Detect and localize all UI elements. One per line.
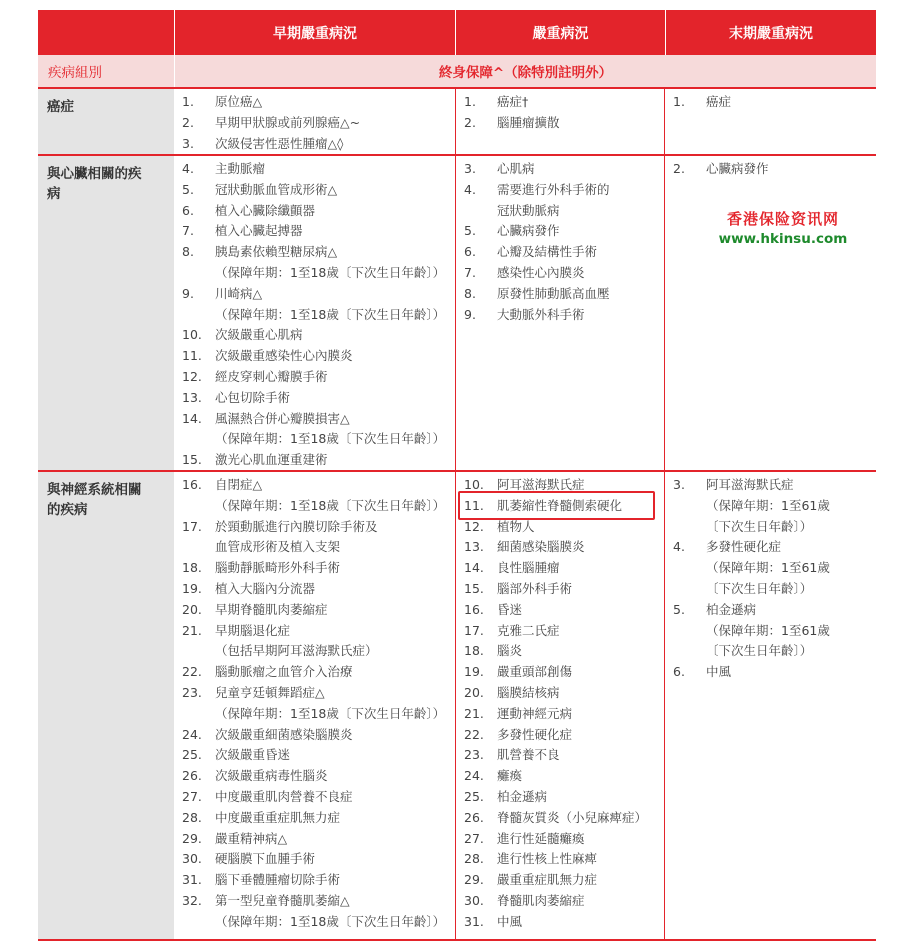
section-name: 與心臟相關的疾病	[38, 156, 174, 470]
list-item	[182, 159, 455, 180]
list-item	[182, 92, 455, 113]
item-text: 植入心臟起搏器	[215, 223, 303, 239]
item-text: 腦下垂體腫瘤切除手術	[215, 872, 341, 888]
item-text: 早期腦退化症	[215, 622, 291, 638]
list-item	[464, 113, 664, 134]
item-text: 心臟病發作	[706, 161, 769, 176]
watermark	[713, 208, 853, 247]
list-item	[182, 808, 455, 829]
item-text: 肌萎縮性脊髓側索硬化	[497, 497, 623, 513]
item-number: 5.	[182, 181, 194, 197]
item-text: 大動脈外科手術	[497, 306, 585, 322]
item-number: 15.	[464, 580, 484, 596]
list-item	[464, 766, 664, 787]
item-text: 風濕熱合併心瓣膜損害△	[215, 410, 350, 426]
list-item	[182, 367, 455, 388]
item-text: 兒童亨廷頓舞蹈症△	[215, 684, 325, 700]
item-number: 24.	[182, 726, 202, 742]
item-text: 中風	[706, 664, 732, 680]
item-number: 6.	[464, 244, 476, 260]
item-text: 自閉症△	[215, 477, 263, 492]
item-text: 次級嚴重心肌病	[215, 327, 303, 343]
item-number: 22.	[182, 664, 202, 680]
item-number: 7.	[464, 264, 476, 280]
item-text: 硬腦膜下血腫手術	[215, 851, 316, 867]
list-item	[464, 537, 664, 558]
section-1	[38, 87, 876, 154]
item-number: 14.	[182, 410, 202, 426]
list-item	[464, 683, 664, 704]
item-number: 6.	[673, 664, 685, 680]
item-text: 主動脈瘤	[215, 161, 266, 176]
item-number: 30.	[464, 892, 484, 908]
item-text: 多發性硬化症	[497, 726, 573, 742]
list-item	[673, 600, 876, 621]
severe-illness-list	[455, 89, 665, 154]
item-number: 10.	[182, 327, 202, 343]
item-number: 2.	[464, 114, 476, 130]
item-note: 〔下次生日年齡〕）	[706, 518, 813, 534]
item-number: 1.	[182, 94, 194, 109]
item-number: 12.	[182, 368, 202, 384]
list-item	[464, 849, 664, 870]
list-item	[673, 159, 876, 180]
list-item	[464, 621, 664, 642]
item-number: 4.	[464, 181, 476, 197]
item-number: 18.	[182, 560, 202, 576]
item-text: 胰島素依賴型糖尿病△	[215, 244, 338, 260]
list-item	[464, 305, 664, 326]
list-item	[182, 388, 455, 409]
item-text: 癌症†	[497, 94, 529, 109]
item-number: 6.	[182, 202, 194, 218]
bottom-rule	[38, 939, 876, 941]
item-text: 原位癌△	[215, 94, 263, 109]
section-3	[38, 470, 876, 939]
list-item	[464, 558, 664, 579]
item-text: 中度嚴重重症肌無力症	[215, 809, 341, 825]
item-number: 14.	[464, 560, 484, 576]
terminal-illness-list	[665, 89, 876, 154]
list-item	[464, 221, 664, 242]
item-text: 心瓣及結構性手術	[497, 244, 598, 260]
item-text: 次級嚴重病毒性腦炎	[215, 768, 328, 784]
item-number: 2.	[673, 161, 685, 176]
item-number: 12.	[464, 518, 484, 534]
item-text: 早期脊髓肌肉萎縮症	[215, 601, 328, 617]
item-text: 脊髓灰質炎（小兒麻痺症）	[497, 809, 648, 825]
severe-illness-list	[455, 156, 665, 470]
item-number: 15.	[182, 452, 202, 468]
item-number: 9.	[464, 306, 476, 322]
item-text: 植入心臟除纖顫器	[215, 202, 316, 218]
item-text: 脊髓肌肉萎縮症	[497, 892, 585, 908]
item-number: 29.	[464, 872, 484, 888]
header-blank-cell	[38, 10, 174, 55]
item-text: 川崎病△	[215, 285, 263, 301]
item-text: 多發性硬化症	[706, 539, 782, 555]
item-number: 13.	[182, 389, 202, 405]
item-number: 28.	[182, 809, 202, 825]
terminal-illness-list	[665, 472, 876, 939]
item-text: 心臟病發作	[497, 223, 560, 239]
item-number: 20.	[464, 684, 484, 700]
item-number: 26.	[464, 809, 484, 825]
item-text: 嚴重頭部創傷	[497, 664, 573, 680]
highlight-box	[458, 491, 655, 520]
list-item	[182, 325, 455, 346]
item-text: 腦動靜脈畸形外科手術	[215, 560, 341, 576]
list-item	[673, 662, 876, 683]
item-note: （包括早期阿耳滋海默氏症）	[215, 643, 378, 659]
item-number: 13.	[464, 539, 484, 555]
item-number: 7.	[182, 223, 194, 239]
item-text: 於頸動脈進行內膜切除手術及	[215, 518, 378, 534]
item-number: 25.	[464, 788, 484, 804]
item-note: 〔下次生日年齡〕）	[706, 643, 813, 659]
list-item	[464, 870, 664, 891]
list-item	[464, 745, 664, 766]
item-number: 10.	[464, 477, 484, 492]
item-text: 次級嚴重細菌感染腦膜炎	[215, 726, 353, 742]
item-note: 冠狀動脈病	[497, 202, 560, 218]
item-text: 心肌病	[497, 161, 535, 176]
item-text: 第一型兒童脊髓肌萎縮△	[215, 892, 350, 908]
item-note: （保障年期：1至61歲	[706, 497, 830, 513]
item-number: 17.	[182, 518, 202, 534]
item-text: 嚴重精神病△	[215, 830, 288, 846]
list-item	[673, 92, 876, 113]
list-item	[464, 92, 664, 113]
item-text: 次級嚴重感染性心內膜炎	[215, 348, 353, 364]
item-text: 細菌感染腦膜炎	[497, 539, 585, 555]
item-text: 癌症	[706, 94, 732, 109]
item-number: 3.	[182, 135, 194, 151]
item-text: 需要進行外科手術的	[497, 181, 610, 197]
item-number: 32.	[182, 892, 202, 908]
critical-illness-table	[38, 10, 876, 941]
list-item	[464, 579, 664, 600]
list-item	[182, 579, 455, 600]
item-text: 腦腫瘤擴散	[497, 114, 560, 130]
item-text: 腦動脈瘤之血管介入治療	[215, 664, 353, 680]
list-item	[182, 870, 455, 891]
item-number: 5.	[464, 223, 476, 239]
item-number: 31.	[182, 872, 202, 888]
item-text: 克雅二氏症	[497, 622, 560, 638]
list-item	[182, 600, 455, 621]
header-early: 早期嚴重病況	[174, 10, 455, 55]
item-number: 1.	[673, 94, 685, 109]
item-note: （保障年期：1至18歲〔下次生日年齡〕）	[215, 705, 446, 721]
item-number: 31.	[464, 913, 484, 929]
list-item	[464, 180, 664, 201]
item-text: 柏金遜病	[706, 601, 757, 617]
list-item	[182, 662, 455, 683]
coverage-note: 終身保障^（除特別註明外）	[174, 55, 876, 87]
list-item	[182, 787, 455, 808]
item-text: 良性腦腫瘤	[497, 560, 560, 576]
list-item	[182, 113, 455, 134]
list-item	[464, 808, 664, 829]
category-label: 疾病組別	[38, 55, 174, 87]
item-text: 中風	[497, 913, 523, 929]
item-number: 16.	[182, 477, 202, 492]
item-number: 16.	[464, 601, 484, 617]
section-name: 與神經系統相關的疾病	[38, 472, 174, 939]
item-text: 冠狀動脈血管成形術△	[215, 181, 338, 197]
list-item	[182, 745, 455, 766]
item-text: 進行性核上性麻痺	[497, 851, 598, 867]
item-number: 11.	[182, 348, 202, 364]
item-note: 〔下次生日年齡〕）	[706, 580, 813, 596]
list-item	[182, 284, 455, 305]
item-text: 運動神經元病	[497, 705, 573, 721]
item-number: 18.	[464, 643, 484, 659]
item-text: 阿耳滋海默氏症	[497, 477, 585, 492]
list-item	[464, 725, 664, 746]
list-item	[182, 180, 455, 201]
item-number: 23.	[464, 747, 484, 763]
item-note: （保障年期：1至18歲〔下次生日年齡〕）	[215, 431, 446, 447]
item-note: 血管成形術及植入支架	[215, 539, 341, 555]
item-note: （保障年期：1至18歲〔下次生日年齡〕）	[215, 497, 446, 513]
item-text: 柏金遜病	[497, 788, 548, 804]
item-text: 阿耳滋海默氏症	[706, 477, 794, 492]
early-illness-list	[174, 156, 455, 470]
section-name: 癌症	[38, 89, 174, 154]
list-item	[182, 475, 455, 496]
item-number: 17.	[464, 622, 484, 638]
category-row	[38, 55, 876, 87]
item-number: 8.	[464, 285, 476, 301]
item-text: 次級嚴重昏迷	[215, 747, 291, 763]
list-item	[464, 662, 664, 683]
item-text: 腦炎	[497, 643, 523, 659]
item-text: 中度嚴重肌肉營養不良症	[215, 788, 353, 804]
list-item	[182, 683, 455, 704]
list-item	[182, 558, 455, 579]
list-item	[182, 725, 455, 746]
list-item	[464, 263, 664, 284]
item-number: 19.	[464, 664, 484, 680]
list-item	[464, 600, 664, 621]
watermark-title: 香港保险资讯网	[726, 210, 839, 228]
item-number: 22.	[464, 726, 484, 742]
item-number: 3.	[673, 477, 685, 492]
item-number: 5.	[673, 601, 685, 617]
list-item	[182, 134, 455, 155]
item-number: 11.	[464, 497, 484, 513]
list-item	[182, 517, 455, 538]
item-number: 26.	[182, 768, 202, 784]
list-item	[182, 409, 455, 430]
item-text: 嚴重重症肌無力症	[497, 872, 598, 888]
early-illness-list	[174, 472, 455, 939]
list-item	[182, 891, 455, 912]
item-number: 21.	[464, 705, 484, 721]
item-number: 1.	[464, 94, 476, 109]
item-text: 早期甲狀腺或前列腺癌△~	[215, 114, 361, 130]
item-note: （保障年期：1至61歲	[706, 560, 830, 576]
item-number: 28.	[464, 851, 484, 867]
item-number: 19.	[182, 580, 202, 596]
list-item	[182, 849, 455, 870]
item-number: 20.	[182, 601, 202, 617]
item-text: 激光心肌血運重建術	[215, 452, 328, 468]
list-item	[464, 829, 664, 850]
list-item	[182, 766, 455, 787]
item-number: 24.	[464, 768, 484, 784]
item-number: 4.	[673, 539, 685, 555]
item-text: 經皮穿刺心瓣膜手術	[215, 368, 328, 384]
list-item	[464, 704, 664, 725]
item-text: 肌營養不良	[497, 747, 560, 763]
item-note: （保障年期：1至61歲	[706, 622, 830, 638]
item-number: 3.	[464, 161, 476, 176]
list-item	[182, 221, 455, 242]
list-item	[464, 912, 664, 933]
header-severe: 嚴重病況	[455, 10, 665, 55]
list-item	[182, 829, 455, 850]
item-text: 植物人	[497, 518, 535, 534]
item-number: 29.	[182, 830, 202, 846]
item-number: 23.	[182, 684, 202, 700]
item-text: 原發性肺動脈高血壓	[497, 285, 610, 301]
item-number: 9.	[182, 285, 194, 301]
item-text: 腦部外科手術	[497, 580, 573, 596]
item-text: 腦膜結核病	[497, 684, 560, 700]
header-terminal: 末期嚴重病況	[665, 10, 876, 55]
item-number: 4.	[182, 161, 194, 176]
list-item	[182, 242, 455, 263]
list-item	[673, 537, 876, 558]
list-item	[464, 787, 664, 808]
list-item	[673, 475, 876, 496]
item-text: 癱瘓	[497, 768, 523, 784]
header-row	[38, 10, 876, 55]
item-number: 8.	[182, 244, 194, 260]
item-number: 27.	[182, 788, 202, 804]
list-item	[182, 450, 455, 471]
item-note: （保障年期：1至18歲〔下次生日年齡〕）	[215, 913, 446, 929]
terminal-illness-list	[665, 156, 876, 470]
item-number: 25.	[182, 747, 202, 763]
list-item	[464, 891, 664, 912]
item-text: 心包切除手術	[215, 389, 291, 405]
list-item	[464, 159, 664, 180]
item-number: 21.	[182, 622, 202, 638]
list-item	[182, 621, 455, 642]
list-item	[464, 242, 664, 263]
list-item	[182, 201, 455, 222]
item-note: （保障年期：1至18歲〔下次生日年齡〕）	[215, 264, 446, 280]
item-text: 植入大腦內分流器	[215, 580, 316, 596]
list-item	[182, 346, 455, 367]
item-number: 27.	[464, 830, 484, 846]
item-note: （保障年期：1至18歲〔下次生日年齡〕）	[215, 306, 446, 322]
item-text: 次級侵害性惡性腫瘤△◊	[215, 135, 344, 151]
item-number: 2.	[182, 114, 194, 130]
item-text: 昏迷	[497, 601, 523, 617]
severe-illness-list	[455, 472, 665, 939]
item-text: 感染性心內膜炎	[497, 264, 585, 280]
section-2	[38, 154, 876, 470]
early-illness-list	[174, 89, 455, 154]
item-number: 30.	[182, 851, 202, 867]
list-item	[464, 284, 664, 305]
item-text: 進行性延髓癱瘓	[497, 830, 585, 846]
list-item	[464, 641, 664, 662]
watermark-url: www.hkinsu.com	[718, 231, 848, 247]
